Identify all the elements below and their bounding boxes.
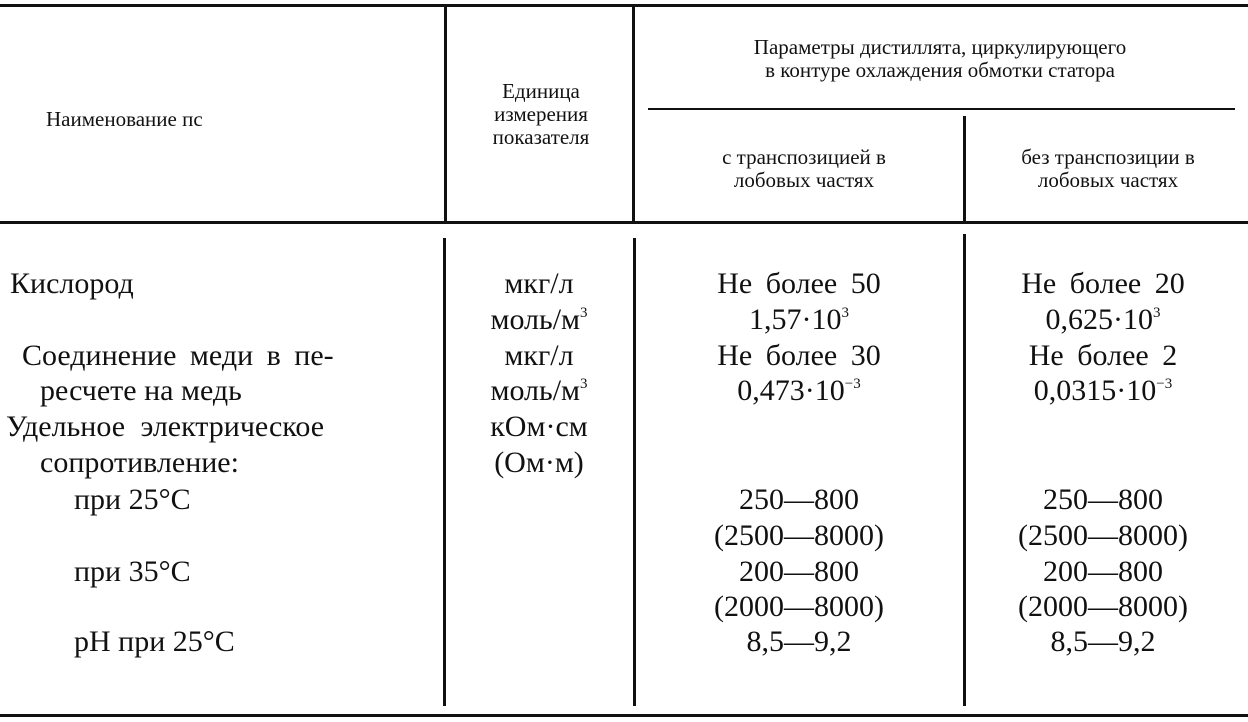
- row-copper-without1: Не более 2: [1028, 339, 1178, 372]
- header-with-line: лобовых частях: [733, 168, 875, 192]
- top-rule: [0, 4, 1248, 7]
- row-resistivity-name-line1: Удельное электрическое: [6, 410, 325, 443]
- column-divider-name-unit: [444, 6, 447, 222]
- row-resistivity-unit2: (Ом·м): [494, 446, 584, 479]
- header-without-transposition: [968, 146, 1248, 192]
- column-divider-unit-params-body: [633, 238, 636, 706]
- header-params-line: Параметры дистиллята, циркулирующего: [753, 35, 1127, 59]
- header-unit-line: Единица: [502, 79, 580, 103]
- unit-exponent: 3: [580, 376, 588, 392]
- header-params-line: в контуре охлаждения обмотки статора: [765, 58, 1115, 82]
- row-copper-unit2: [448, 373, 630, 408]
- value-base: 1,57·10: [749, 303, 842, 336]
- row-resistivity-name-line2: сопротивление:: [40, 446, 239, 479]
- value-base: 0,0315·10: [1033, 374, 1157, 407]
- header-with-transposition: [648, 146, 960, 192]
- value-base: 0,473·10: [737, 374, 845, 407]
- row-oxygen-without1: Не более 20: [1021, 267, 1185, 300]
- row-resistivity-unit1: кОм·см: [490, 410, 588, 443]
- row-copper-with1: Не более 30: [717, 339, 881, 372]
- row-t35-without2: (2000—8000): [1018, 590, 1188, 623]
- row-oxygen-with2: [638, 302, 960, 337]
- value-exponent: −3: [1156, 376, 1173, 392]
- row-copper-name-line2: ресчете на медь: [40, 374, 242, 407]
- row-oxygen-name: Кислород: [10, 267, 134, 300]
- header-without-line: лобовых частях: [1037, 168, 1179, 192]
- unit-exponent: 3: [580, 305, 588, 321]
- row-copper-name-line1: Соединение меди в пе-: [22, 339, 334, 372]
- row-t25-with2: (2500—8000): [714, 519, 884, 552]
- value-exponent: 3: [1153, 305, 1161, 321]
- row-t35-name: при 35°С: [74, 555, 191, 588]
- column-divider-name-unit-body: [443, 238, 446, 706]
- row-t25-name: при 25°С: [74, 483, 191, 516]
- row-t35-without1: 200—800: [1043, 555, 1163, 588]
- header-unit-line: показателя: [492, 125, 590, 149]
- row-oxygen-unit1: мкг/л: [504, 267, 574, 300]
- header-unit-line: измерения: [494, 102, 588, 126]
- row-ph-without1: 8,5—9,2: [1050, 625, 1156, 658]
- header-without-line: без транспозиции в: [1021, 145, 1195, 169]
- row-ph-with1: 8,5—9,2: [746, 625, 852, 658]
- value-base: 0,625·10: [1045, 303, 1153, 336]
- params-subheader-rule: [648, 108, 1235, 110]
- bottom-rule: [0, 714, 1248, 717]
- unit-base: моль/м: [490, 374, 581, 407]
- header-unit: [456, 80, 626, 149]
- value-exponent: −3: [844, 376, 861, 392]
- header-params: [640, 36, 1240, 82]
- row-copper-unit1: мкг/л: [504, 339, 574, 372]
- header-name: Наименование пс: [46, 107, 203, 131]
- header-with-line: с транспозицией в: [722, 145, 886, 169]
- row-t35-with2: (2000—8000): [714, 590, 884, 623]
- column-divider-with-without-body: [963, 234, 966, 706]
- row-t25-without1: 250—800: [1043, 483, 1163, 516]
- unit-base: моль/м: [490, 303, 581, 336]
- column-divider-unit-params: [632, 6, 635, 222]
- row-oxygen-unit2: [448, 302, 630, 337]
- row-t35-with1: 200—800: [739, 555, 859, 588]
- row-t25-without2: (2500—8000): [1018, 519, 1188, 552]
- row-ph-name: рН при 25°С: [74, 625, 235, 658]
- row-copper-without2: [968, 373, 1238, 408]
- column-divider-with-without: [963, 116, 966, 222]
- row-copper-with2: [638, 373, 960, 408]
- row-t25-with1: 250—800: [739, 483, 859, 516]
- row-oxygen-without2: [968, 302, 1238, 337]
- value-exponent: 3: [841, 305, 849, 321]
- row-oxygen-with1: Не более 50: [717, 267, 881, 300]
- header-bottom-rule: [0, 221, 1248, 224]
